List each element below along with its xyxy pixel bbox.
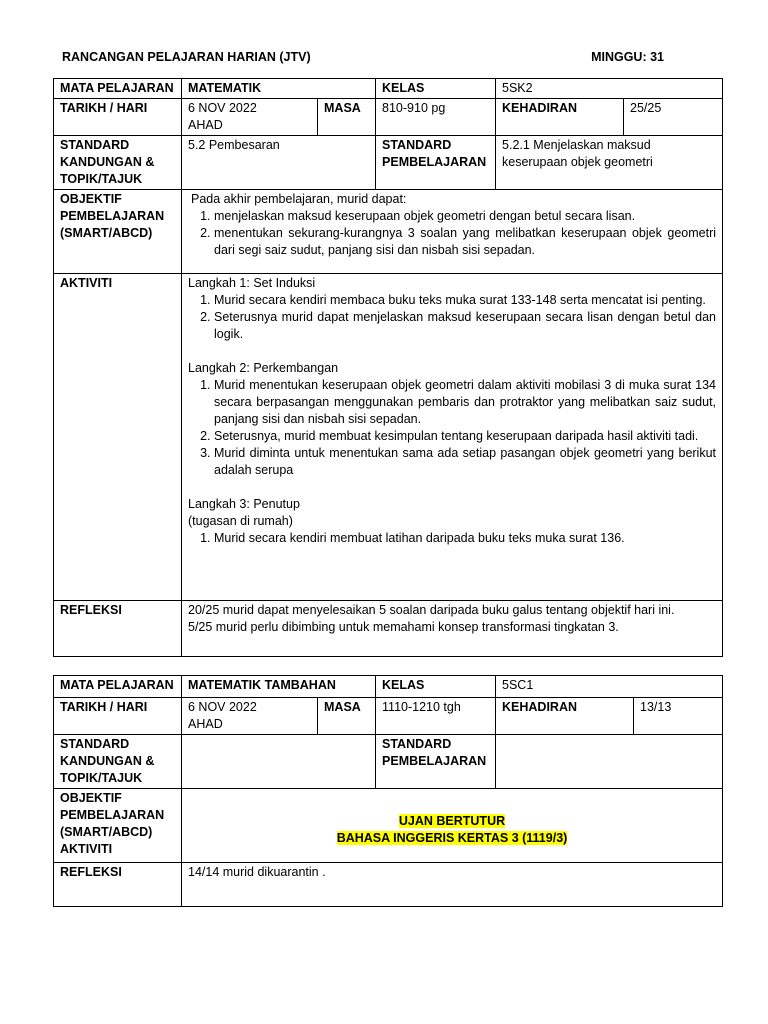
attendance-label: KEHADIRAN	[496, 99, 624, 136]
objective-list	[188, 208, 716, 259]
date-value	[182, 99, 318, 136]
subject-value: MATEMATIK TAMBAHAN	[182, 676, 376, 698]
date-text: 6 NOV 2022	[188, 101, 257, 115]
exam-note-line1: UJAN BERTUTUR	[398, 814, 506, 828]
list-item: 2. Seterusnya murid dapat menjelaskan maksud keserupaan secara lisan dengan betul dan logik.	[214, 309, 716, 343]
label-line: STANDARD	[382, 737, 452, 751]
standard-row	[54, 735, 723, 789]
attendance-value: 13/13	[634, 698, 723, 735]
time-value: 810-910 pg	[376, 99, 496, 136]
label-line: KANDUNGAN &	[60, 754, 155, 768]
class-label: KELAS	[376, 79, 496, 99]
time-label: MASA	[318, 698, 376, 735]
list-item: 1. Murid secara kendiri membaca buku teks muka surat 133-148 serta mencatat isi penting.	[214, 292, 716, 309]
date-label: TARIKH / HARI	[54, 698, 182, 735]
reflection-line: 20/25 murid dapat menyelesaikan 5 soalan daripada buku galus tentang objektif hari ini.	[188, 603, 675, 617]
reflection-content	[182, 601, 723, 657]
label-line: PEMBELAJARAN	[382, 155, 487, 169]
subject-value: MATEMATIK	[182, 79, 376, 99]
list-item: 2. Seterusnya, murid membuat kesimpulan tentang keserupaan daripada hasil aktiviti tadi.	[214, 428, 716, 445]
exam-note-line2: BAHASA INGGERIS KERTAS 3 (1119/3)	[336, 831, 568, 845]
lesson-plan-table-1	[53, 78, 723, 657]
text-line: keserupaan objek geometri	[502, 155, 653, 169]
label-line: STANDARD	[60, 138, 130, 152]
activity-content	[182, 274, 723, 601]
reflection-row	[54, 863, 723, 907]
day-text: AHAD	[188, 118, 223, 132]
list-item: 1. menjelaskan maksud keserupaan objek geometri dengan betul secara lisan.	[214, 208, 716, 225]
document-title: RANCANGAN PELAJARAN HARIAN (JTV)	[62, 50, 311, 64]
label-line: TOPIK/TAJUK	[60, 172, 143, 186]
learning-standard-label	[376, 735, 496, 789]
text-line: 5.2.1 Menjelaskan maksud	[502, 138, 651, 152]
label-line: STANDARD	[60, 737, 130, 751]
class-value: 5SC1	[496, 676, 723, 698]
objective-activity-label	[54, 789, 182, 863]
learning-standard-value	[496, 136, 723, 190]
label-line: (SMART/ABCD)	[60, 226, 153, 240]
exam-note	[182, 789, 723, 863]
time-label: MASA	[318, 99, 376, 136]
objective-row	[54, 190, 723, 274]
day-text: AHAD	[188, 717, 223, 731]
date-row	[54, 698, 723, 735]
objective-label	[54, 190, 182, 274]
class-value: 5SK2	[496, 79, 723, 99]
activity-label: AKTIVITI	[54, 274, 182, 601]
learning-standard-label	[376, 136, 496, 190]
step3-list	[188, 530, 716, 547]
step2-title: Langkah 2: Perkembangan	[188, 361, 339, 375]
content-standard-label	[54, 735, 182, 789]
week-number: MINGGU: 31	[591, 50, 664, 64]
subject-label: MATA PELAJARAN	[54, 676, 182, 698]
attendance-label: KEHADIRAN	[496, 698, 634, 735]
subject-row	[54, 79, 723, 99]
subject-row	[54, 676, 723, 698]
label-line: PEMBELAJARAN	[382, 754, 487, 768]
content-standard-value: 5.2 Pembesaran	[182, 136, 376, 190]
objective-activity-row	[54, 789, 723, 863]
label-line: (SMART/ABCD)	[60, 825, 153, 839]
reflection-row	[54, 601, 723, 657]
label-line: OBJEKTIF	[60, 192, 122, 206]
step3-title: Langkah 3: Penutup	[188, 497, 300, 511]
content-standard-label	[54, 136, 182, 190]
label-line: TOPIK/TAJUK	[60, 771, 143, 785]
label-line: KANDUNGAN &	[60, 155, 155, 169]
list-item: 1. Murid secara kendiri membuat latihan daripada buku teks muka surat 136.	[214, 530, 716, 547]
step2-list	[188, 377, 716, 479]
reflection-label: REFLEKSI	[54, 601, 182, 657]
objective-intro: Pada akhir pembelajaran, murid dapat:	[191, 192, 407, 206]
date-label: TARIKH / HARI	[54, 99, 182, 136]
step1-list	[188, 292, 716, 343]
reflection-line: 5/25 murid perlu dibimbing untuk memahami konsep transformasi tingkatan 3.	[188, 620, 619, 634]
objective-content	[182, 190, 723, 274]
class-label: KELAS	[376, 676, 496, 698]
attendance-value: 25/25	[624, 99, 723, 136]
date-value	[182, 698, 318, 735]
label-line: AKTIVITI	[60, 842, 113, 856]
subject-label: MATA PELAJARAN	[54, 79, 182, 99]
activity-row	[54, 274, 723, 601]
date-text: 6 NOV 2022	[188, 700, 257, 714]
learning-standard-value	[496, 735, 723, 789]
list-item: 1. Murid menentukan keserupaan objek geometri dalam aktiviti mobilasi 3 di muka surat 134 secara berpasangan menggunakan pembaris dan protraktor yang melibatkan saiz sudut, panjang sisi dan nisbah sisi sepadan.	[214, 377, 716, 428]
date-row	[54, 99, 723, 136]
reflection-content: 14/14 murid dikuarantin .	[182, 863, 723, 907]
standard-row	[54, 136, 723, 190]
time-value: 1110-1210 tgh	[376, 698, 496, 735]
label-line: STANDARD	[382, 138, 452, 152]
step3-subtitle: (tugasan di rumah)	[188, 514, 293, 528]
lesson-plan-table-2	[53, 675, 723, 907]
content-standard-value	[182, 735, 376, 789]
list-item: 2. menentukan sekurang-kurangnya 3 soalan yang melibatkan keserupaan objek geometri dari segi saiz sudut, panjang sisi dan nisbah sisi sepadan.	[214, 225, 716, 259]
list-item: 3. Murid diminta untuk menentukan sama ada setiap pasangan objek geometri yang berikut adalah serupa	[214, 445, 716, 479]
label-line: PEMBELAJARAN	[60, 209, 165, 223]
label-line: PEMBELAJARAN	[60, 808, 165, 822]
label-line: OBJEKTIF	[60, 791, 122, 805]
reflection-label: REFLEKSI	[54, 863, 182, 907]
step1-title: Langkah 1: Set Induksi	[188, 276, 316, 290]
document-header	[62, 50, 664, 70]
